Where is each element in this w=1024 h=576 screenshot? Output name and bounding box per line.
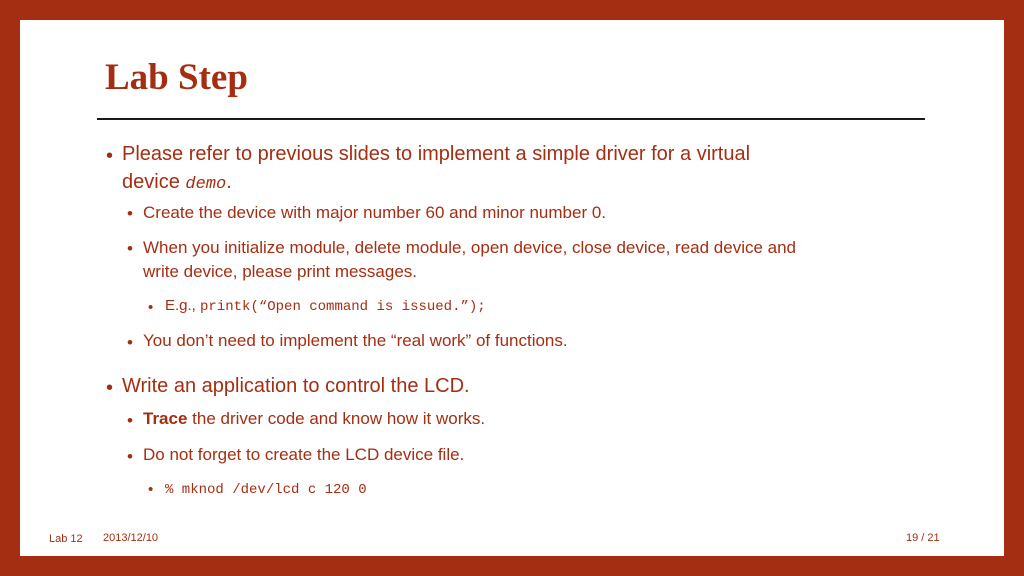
list-item-level1 bbox=[122, 375, 470, 398]
list-item-level2 bbox=[143, 203, 606, 223]
item-text: Do not forget to create the LCD device file. bbox=[143, 445, 465, 464]
item-prefix: E.g., bbox=[165, 297, 201, 314]
bullet-icon: • bbox=[148, 481, 154, 498]
list-item-level2 bbox=[143, 238, 796, 258]
item-bold-text: Trace bbox=[143, 409, 188, 428]
item-text: Create the device with major number 60 and minor number 0. bbox=[143, 203, 607, 222]
item-code: demo bbox=[185, 175, 227, 194]
item-text: You don’t need to implement the “real work” of functions. bbox=[143, 331, 568, 350]
item-text: When you initialize module, delete module, open device, close device, read device and bbox=[143, 238, 797, 257]
item-text-end: . bbox=[226, 171, 232, 193]
bullet-icon: • bbox=[148, 299, 154, 316]
bullet-icon: • bbox=[127, 447, 133, 466]
item-text: Write an application to control the LCD. bbox=[122, 375, 470, 397]
bullet-icon: • bbox=[127, 239, 133, 258]
slide bbox=[20, 20, 1004, 556]
item-text: Please refer to previous slides to implement a simple driver for a virtual bbox=[122, 143, 751, 165]
list-item-level3 bbox=[165, 480, 367, 498]
slide-title: Lab Step bbox=[105, 57, 248, 98]
bullet-icon: • bbox=[106, 145, 114, 167]
list-item-level1-continuation bbox=[122, 171, 232, 194]
bullet-icon: • bbox=[127, 333, 133, 352]
bullet-icon: • bbox=[106, 377, 114, 399]
footer-left-label: Lab 12 bbox=[49, 533, 83, 545]
item-code: % mknod /dev/lcd c 120 0 bbox=[165, 482, 367, 498]
footer-page-number: 19 / 21 bbox=[906, 532, 940, 544]
item-text: the driver code and know how it works. bbox=[187, 409, 486, 428]
bullet-icon: • bbox=[127, 204, 133, 223]
list-item-level2-continuation bbox=[143, 262, 417, 282]
item-code: printk(“Open command is issued.”); bbox=[200, 299, 486, 315]
bullet-icon: • bbox=[127, 411, 133, 430]
list-item-level3 bbox=[165, 297, 486, 315]
item-text: device bbox=[122, 171, 186, 193]
footer-date: 2013/12/10 bbox=[103, 532, 159, 544]
list-item-level2 bbox=[143, 331, 568, 351]
list-item-level2 bbox=[143, 445, 464, 465]
list-item-level1 bbox=[122, 143, 750, 166]
slide-content bbox=[20, 20, 1004, 556]
item-text: write device, please print messages. bbox=[143, 262, 418, 281]
list-item-level2 bbox=[143, 409, 485, 429]
